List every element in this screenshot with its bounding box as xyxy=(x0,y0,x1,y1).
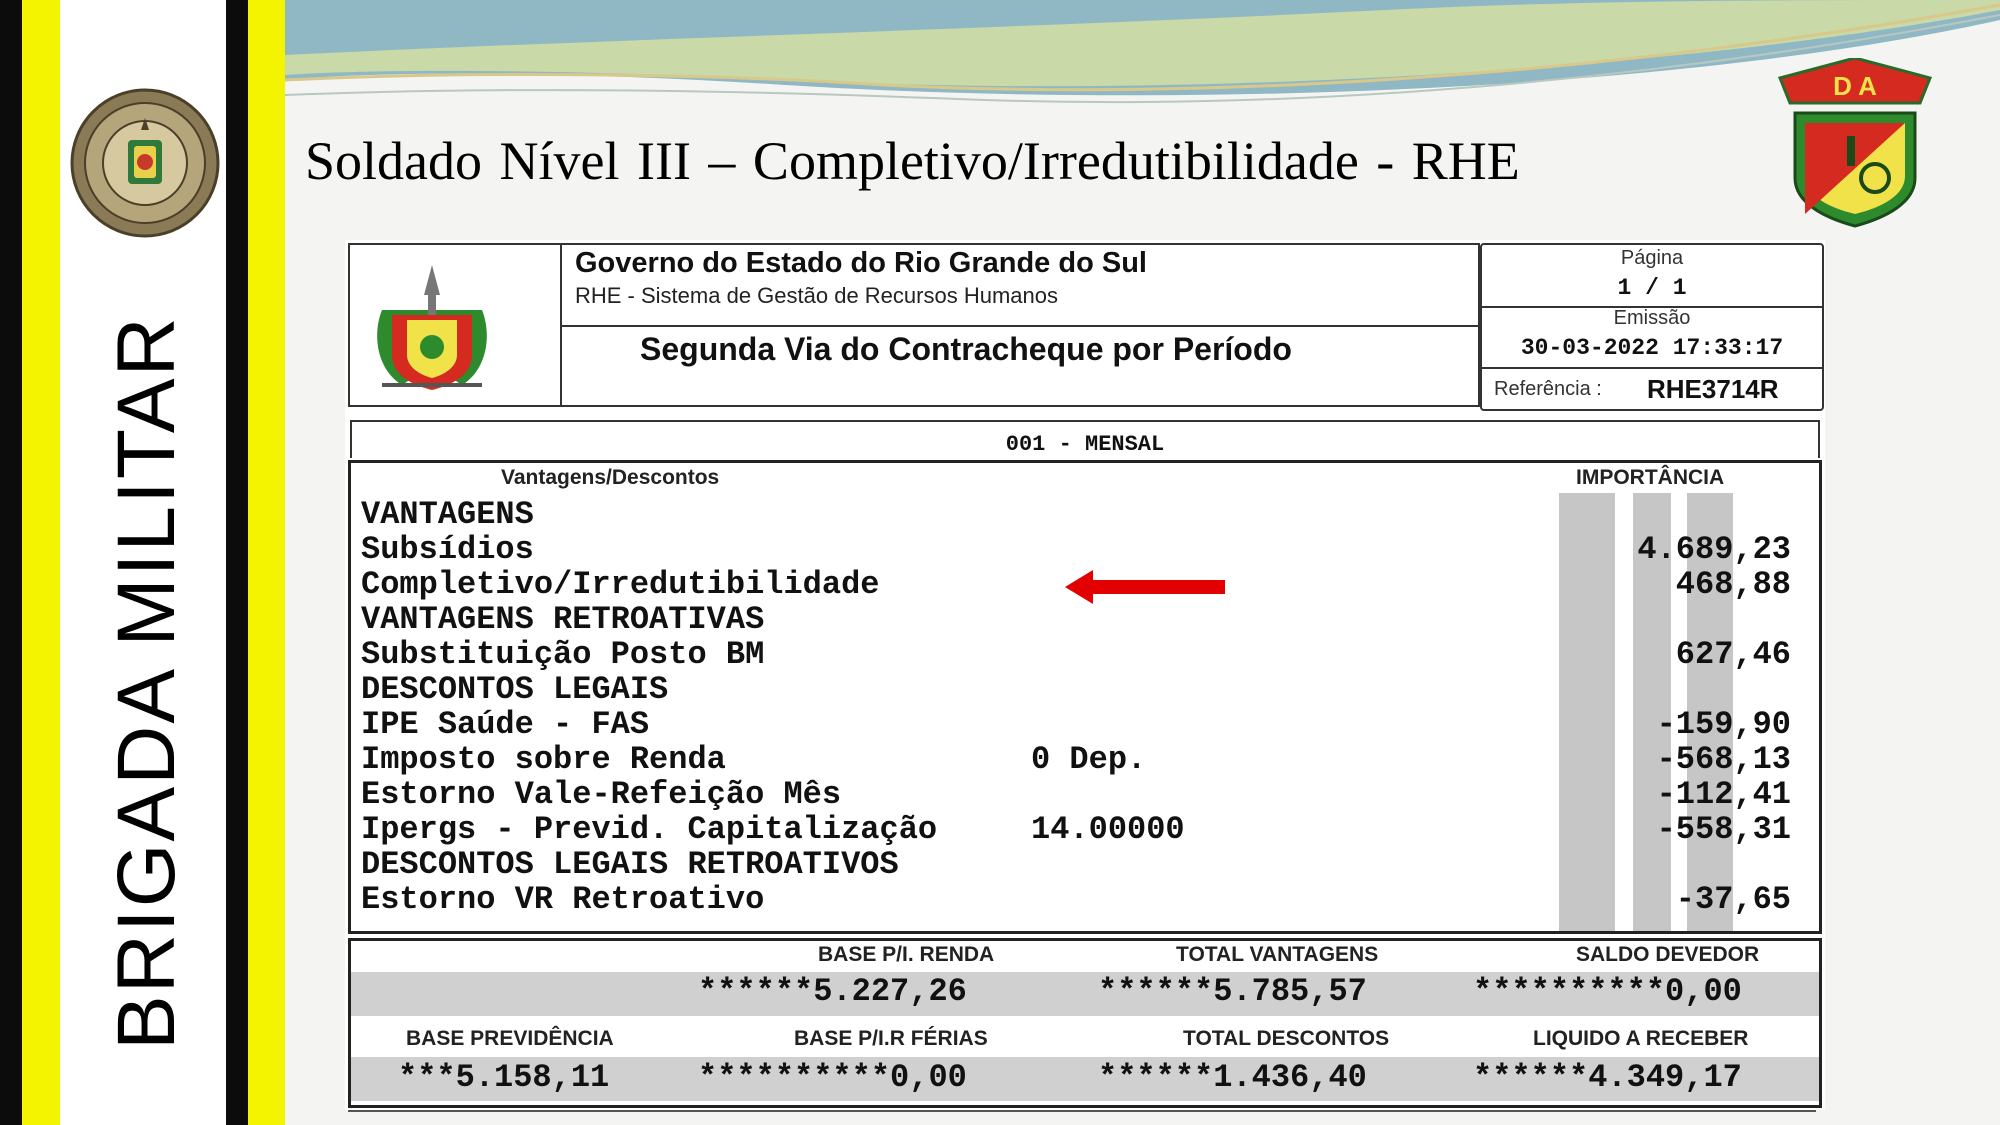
table-row xyxy=(361,601,1811,636)
row-label: Ipergs - Previd. Capitalização xyxy=(361,811,938,848)
paystub-document xyxy=(345,240,1825,1110)
meta-divider xyxy=(1482,367,1822,369)
document-title: Segunda Via do Contracheque por Período xyxy=(640,331,1292,367)
page-label: Página xyxy=(1620,247,1684,269)
row-label: Completivo/Irredutibilidade xyxy=(361,566,880,603)
saldo-devedor-value: **********0,00 xyxy=(1473,973,1742,1010)
emission-label: Emissão xyxy=(1613,307,1691,329)
row-value: -568,13 xyxy=(1656,741,1791,778)
table-row xyxy=(361,881,1811,916)
row-reference: 14.00000 xyxy=(1031,811,1185,848)
period-label: 001 - MENSAL xyxy=(350,420,1820,458)
column-header-items: Vantagens/Descontos xyxy=(501,466,720,489)
base-previdencia-value: ***5.158,11 xyxy=(398,1059,610,1096)
slide-title: Soldado Nível III – Completivo/Irredutibilidade - RHE xyxy=(305,131,1520,191)
bottom-rule xyxy=(348,1110,1816,1112)
table-row xyxy=(361,671,1811,706)
saldo-devedor-label: SALDO DEVEDOR xyxy=(1576,943,1760,966)
reference-label: Referência : xyxy=(1494,378,1602,400)
table-row xyxy=(361,811,1811,846)
reference-value: RHE3714R xyxy=(1647,374,1779,404)
sidebar-vertical-title: BRIGADA MILITAR xyxy=(101,315,192,1050)
paystub-header xyxy=(348,243,1480,407)
table-row xyxy=(361,531,1811,566)
row-value: 4.689,23 xyxy=(1637,531,1791,568)
row-value: -558,31 xyxy=(1656,811,1791,848)
state-coat-of-arms-icon xyxy=(362,255,502,395)
row-label: Estorno VR Retroativo xyxy=(361,881,765,918)
totals-box xyxy=(348,938,1822,1108)
row-label: Estorno Vale-Refeição Mês xyxy=(361,776,842,813)
row-label: VANTAGENS xyxy=(361,496,534,533)
row-label: Subsídios xyxy=(361,531,534,568)
table-row xyxy=(361,776,1811,811)
left-sidebar xyxy=(0,0,285,1125)
da-logo-icon xyxy=(1775,58,1935,228)
row-value: 627,46 xyxy=(1675,636,1791,673)
emission-value: 30-03-2022 17:33:17 xyxy=(1520,335,1784,361)
row-value: -37,65 xyxy=(1675,881,1791,918)
row-label: VANTAGENS RETROATIVAS xyxy=(361,601,765,638)
liquido-receber-value: ******4.349,17 xyxy=(1473,1059,1742,1096)
black-stripe xyxy=(0,0,22,1125)
yellow-stripe xyxy=(248,0,285,1125)
government-title: Governo do Estado do Rio Grande do Sul xyxy=(575,247,1147,279)
header-wave-decoration xyxy=(285,0,2000,120)
base-ir-value: ******5.227,26 xyxy=(698,973,967,1010)
row-reference: 0 Dep. xyxy=(1031,741,1147,778)
row-label: Substituição Posto BM xyxy=(361,636,765,673)
red-arrow-icon xyxy=(1065,570,1225,604)
table-row xyxy=(361,706,1811,741)
page-value: 1 / 1 xyxy=(1617,275,1687,301)
system-subtitle: RHE - Sistema de Gestão de Recursos Humanos xyxy=(575,283,1058,308)
base-ir-ferias-value: **********0,00 xyxy=(698,1059,967,1096)
total-descontos-value: ******1.436,40 xyxy=(1098,1059,1367,1096)
row-label: DESCONTOS LEGAIS xyxy=(361,671,669,708)
base-ir-label: BASE P/I. RENDA xyxy=(818,943,995,966)
yellow-stripe xyxy=(22,0,60,1125)
total-vantagens-label: TOTAL VANTAGENS xyxy=(1176,943,1379,966)
column-header-amount: IMPORTÂNCIA xyxy=(1576,466,1725,489)
row-label: DESCONTOS LEGAIS RETROATIVOS xyxy=(361,846,899,883)
liquido-receber-label: LIQUIDO A RECEBER xyxy=(1533,1027,1749,1050)
table-row xyxy=(361,636,1811,671)
row-label: Imposto sobre Renda xyxy=(361,741,726,778)
row-value: 468,88 xyxy=(1675,566,1791,603)
document-meta-box xyxy=(1480,243,1824,411)
table-row xyxy=(361,496,1811,531)
table-row xyxy=(361,846,1811,881)
header-divider xyxy=(560,325,1478,327)
earnings-deductions-table xyxy=(348,460,1822,934)
row-value: -159,90 xyxy=(1656,706,1791,743)
da-logo-text: D A xyxy=(1833,71,1877,101)
base-ir-ferias-label: BASE P/I.R FÉRIAS xyxy=(794,1027,988,1050)
total-descontos-label: TOTAL DESCONTOS xyxy=(1183,1027,1390,1050)
table-row xyxy=(361,741,1811,776)
row-label: IPE Saúde - FAS xyxy=(361,706,650,743)
base-previdencia-label: BASE PREVIDÊNCIA xyxy=(406,1027,614,1050)
row-value: -112,41 xyxy=(1656,776,1791,813)
brigada-seal-icon xyxy=(70,88,220,238)
total-vantagens-value: ******5.785,57 xyxy=(1098,973,1367,1010)
black-stripe xyxy=(226,0,248,1125)
